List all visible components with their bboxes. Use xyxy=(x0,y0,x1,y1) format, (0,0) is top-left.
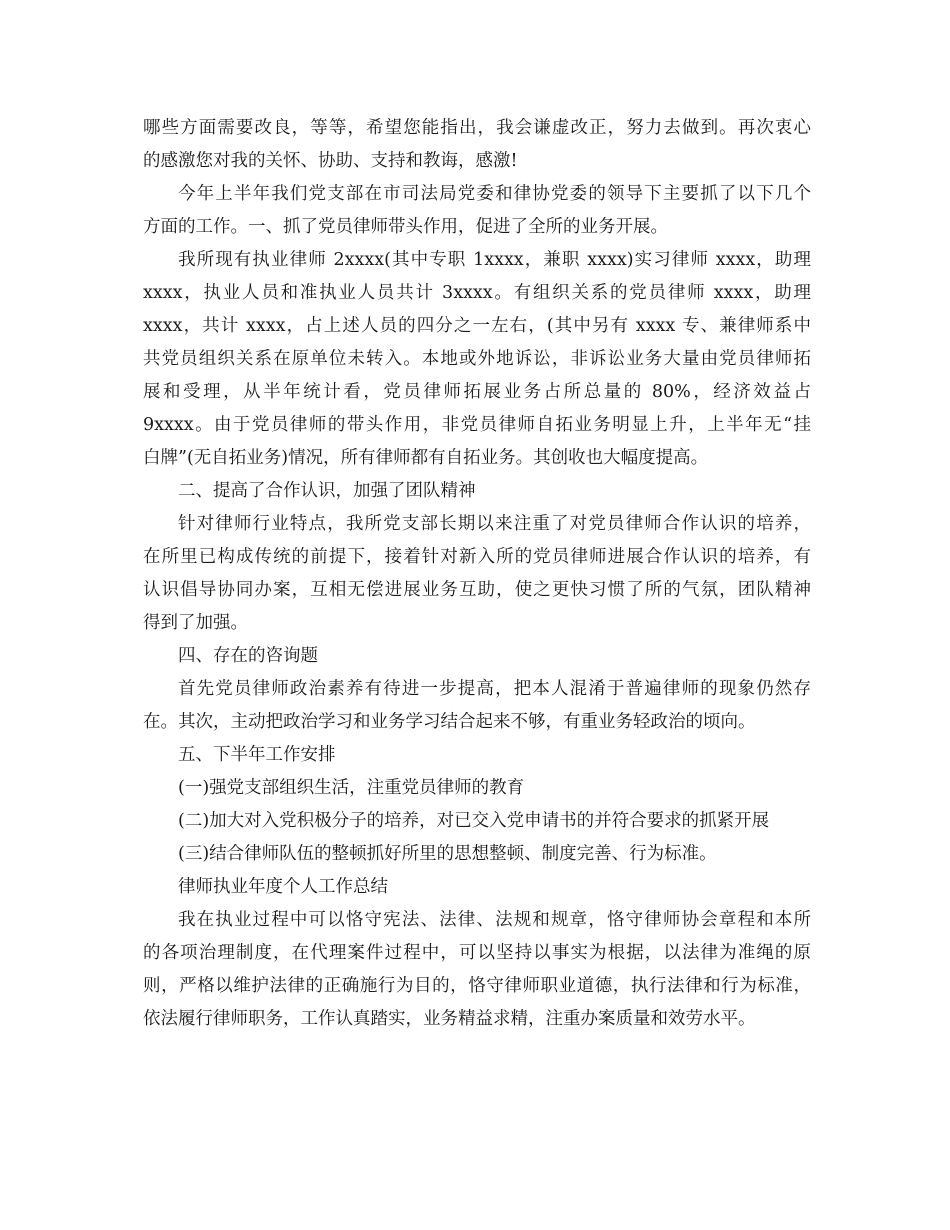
text-line: 今年上半年我们党支部在市司法局党委和律协党委的领导下主要抓了以下几个 xyxy=(178,184,811,204)
text-line: xxxx，执业人员和准执业人员共计 3xxxx。有组织关系的党员律师 xxxx，助理 xyxy=(143,283,811,303)
text-line: 我所现有执业律师 2xxxx(其中专职 1xxxx，兼职 xxxx)实习律师 xxxx，助理 xyxy=(178,250,811,270)
text-line: 在。其次，主动把政治学习和业务学习结合起来不够，有重业务轻政治的顷向。 xyxy=(143,712,756,732)
text-line: 展和受理，从半年统计看，党员律师拓展业务占所总量的 80%，经济效益占 xyxy=(143,382,811,402)
text-line: (三)结合律师队伍的整顿抓好所里的思想整顿、制度完善、行为标准。 xyxy=(178,844,717,864)
text-line: 律师执业年度个人工作总结 xyxy=(178,877,388,897)
text-line: 我在执业过程中可以恪守宪法、法律、法规和规章，恪守律师协会章程和本所 xyxy=(178,910,811,930)
text-line: 方面的工作。一、抓了党员律师带头作用，促进了全所的业务开展。 xyxy=(143,217,668,237)
text-line: 在所里已构成传统的前提下，接着针对新入所的党员律师进展合作认识的培养，有 xyxy=(143,547,811,567)
text-line: 二、提高了合作认识，加强了团队精神 xyxy=(178,481,476,501)
text-line: 9xxxx。由于党员律师的带头作用，非党员律师自拓业务明显上升，上半年无“挂 xyxy=(143,415,811,435)
text-line: 针对律师行业特点，我所党支部长期以来注重了对党员律师合作认识的培养， xyxy=(178,514,811,534)
text-line: 得到了加强。 xyxy=(143,613,248,633)
text-line: 则，严格以维护法律的正确施行为目的，恪守律师职业道德，执行法律和行为标准， xyxy=(143,976,811,996)
text-line: 首先党员律师政治素养有待进一步提高，把本人混淆于普遍律师的现象仍然存 xyxy=(178,679,811,699)
text-line: (二)加大对入党积极分子的培养，对已交入党申请书的并符合要求的抓紧开展 xyxy=(178,811,770,831)
text-line: 依法履行律师职务，工作认真踏实，业务精益求精，注重办案质量和效劳水平。 xyxy=(143,1009,756,1029)
text-line: 的各项治理制度，在代理案件过程中，可以坚持以事实为根据，以法律为准绳的原 xyxy=(143,943,811,963)
text-line: 共党员组织关系在原单位未转入。本地或外地诉讼，非诉讼业务大量由党员律师拓 xyxy=(143,349,811,369)
text-line: 五、下半年工作安排 xyxy=(178,745,336,765)
text-line: 白牌”(无自拓业务)情况，所有律师都有自拓业务。其创收也大幅度提高。 xyxy=(143,448,709,468)
text-line: 哪些方面需要改良，等等，希望您能指出，我会谦虚改正，努力去做到。再次衷心 xyxy=(143,118,811,138)
text-line: 的感激您对我的关怀、协助、支持和教诲，感激! xyxy=(143,151,518,171)
text-line: 四、存在的咨询题 xyxy=(178,646,318,666)
text-line: xxxx，共计 xxxx，占上述人员的四分之一左右，(其中另有 xxxx 专、兼律师系中 xyxy=(143,316,811,336)
text-line: 认识倡导协同办案，互相无偿进展业务互助，使之更快习惯了所的气氛，团队精神 xyxy=(143,580,811,600)
document-body xyxy=(143,112,811,1036)
text-line: (一)强党支部组织生活，注重党员律师的教育 xyxy=(178,778,525,798)
